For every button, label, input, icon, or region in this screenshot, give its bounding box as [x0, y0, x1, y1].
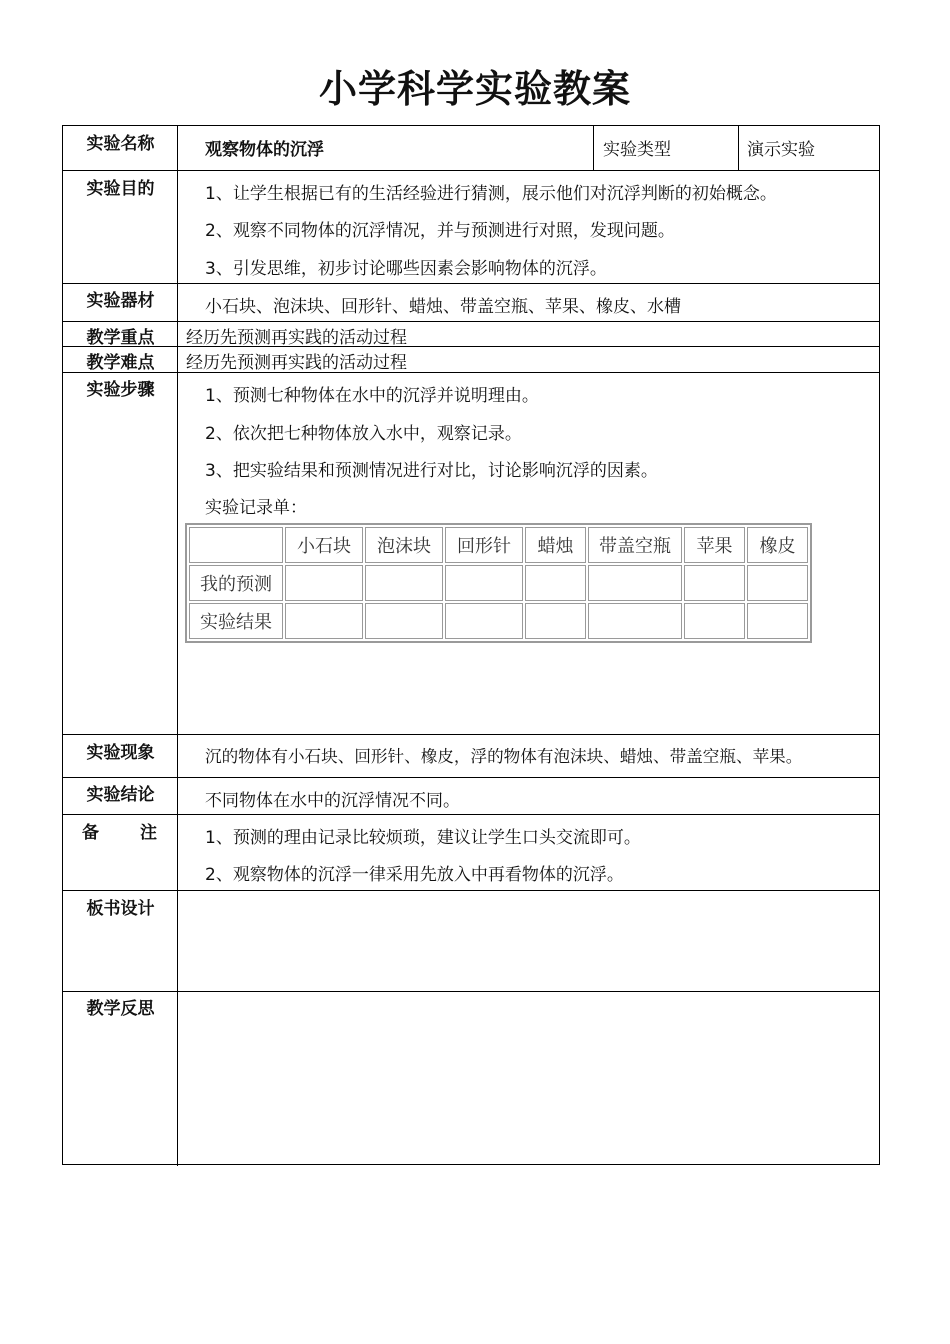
row-divider — [63, 321, 879, 322]
record-cell — [747, 565, 808, 601]
goal-item: 2、观察不同物体的沉浮情况，并与预测进行对照，发现问题。 — [205, 221, 675, 241]
label-conclusion: 实验结论 — [86, 785, 155, 805]
row-divider — [63, 283, 879, 284]
record-row — [189, 565, 808, 601]
record-cell — [445, 603, 523, 639]
row-divider — [63, 890, 879, 891]
experiment-type-label: 实验类型 — [603, 140, 671, 160]
label-difficulty: 教学难点 — [86, 353, 155, 373]
row-divider — [63, 170, 879, 171]
record-cell — [684, 565, 745, 601]
equipment-value: 小石块、泡沫块、回形针、蜡烛、带盖空瓶、苹果、橡皮、水槽 — [205, 297, 681, 317]
experiment-type-value: 演示实验 — [747, 140, 815, 160]
goal-item: 3、引发思维，初步讨论哪些因素会影响物体的沉浮。 — [205, 259, 607, 279]
record-row — [189, 603, 808, 639]
record-cell — [588, 565, 682, 601]
record-header-cell: 回形针 — [445, 527, 523, 563]
record-sheet-table — [185, 523, 812, 643]
record-cell — [285, 603, 363, 639]
record-header-cell: 橡皮 — [747, 527, 808, 563]
record-header-cell — [189, 527, 283, 563]
step-item: 1、预测七种物体在水中的沉浮并说明理由。 — [205, 386, 539, 406]
label-key-point: 教学重点 — [86, 328, 155, 348]
label-phenomenon: 实验现象 — [86, 743, 155, 763]
conclusion-value: 不同物体在水中的沉浮情况不同。 — [205, 791, 460, 811]
row-divider — [63, 777, 879, 778]
record-row-label: 我的预测 — [189, 565, 283, 601]
step-item: 2、依次把七种物体放入水中，观察记录。 — [205, 424, 522, 444]
label-experiment-name: 实验名称 — [86, 134, 155, 154]
difficulty-value: 经历先预测再实践的活动过程 — [186, 353, 407, 373]
row-divider — [63, 814, 879, 815]
record-row-label: 实验结果 — [189, 603, 283, 639]
type-label-divider — [593, 126, 594, 170]
record-cell — [445, 565, 523, 601]
record-cell — [747, 603, 808, 639]
record-cell — [365, 603, 443, 639]
record-cell — [525, 565, 586, 601]
remark-item: 1、预测的理由记录比较烦琐，建议让学生口头交流即可。 — [205, 828, 641, 848]
label-steps: 实验步骤 — [86, 380, 155, 400]
label-equipment: 实验器材 — [86, 291, 155, 311]
label-board-design: 板书设计 — [86, 899, 155, 919]
record-header-row — [189, 527, 808, 563]
goal-item: 1、让学生根据已有的生活经验进行猜测，展示他们对沉浮判断的初始概念。 — [205, 184, 777, 204]
label-remarks-first-char: 备 — [82, 823, 99, 843]
row-divider — [63, 991, 879, 992]
record-cell — [588, 603, 682, 639]
record-sheet-title: 实验记录单： — [205, 498, 307, 518]
remark-item: 2、观察物体的沉浮一律采用先放入中再看物体的沉浮。 — [205, 865, 624, 885]
record-header-cell: 苹果 — [684, 527, 745, 563]
lesson-plan-table — [62, 125, 880, 1165]
label-reflection: 教学反思 — [86, 999, 155, 1019]
record-cell — [285, 565, 363, 601]
experiment-name-value: 观察物体的沉浮 — [205, 140, 324, 160]
label-experiment-goal: 实验目的 — [86, 179, 155, 199]
type-value-divider — [738, 126, 739, 170]
record-cell — [525, 603, 586, 639]
step-item: 3、把实验结果和预测情况进行对比，讨论影响沉浮的因素。 — [205, 461, 658, 481]
page-title: 小学科学实验教案 — [318, 67, 631, 111]
record-header-cell: 蜡烛 — [525, 527, 586, 563]
record-cell — [365, 565, 443, 601]
row-divider — [63, 734, 879, 735]
phenomenon-value: 沉的物体有小石块、回形针、橡皮，浮的物体有泡沫块、蜡烛、带盖空瓶、苹果。 — [205, 747, 803, 766]
record-header-cell: 带盖空瓶 — [588, 527, 682, 563]
record-header-cell: 泡沫块 — [365, 527, 443, 563]
record-header-cell: 小石块 — [285, 527, 363, 563]
label-remarks-second-char: 注 — [140, 823, 157, 843]
record-cell — [684, 603, 745, 639]
key-point-value: 经历先预测再实践的活动过程 — [186, 328, 407, 348]
